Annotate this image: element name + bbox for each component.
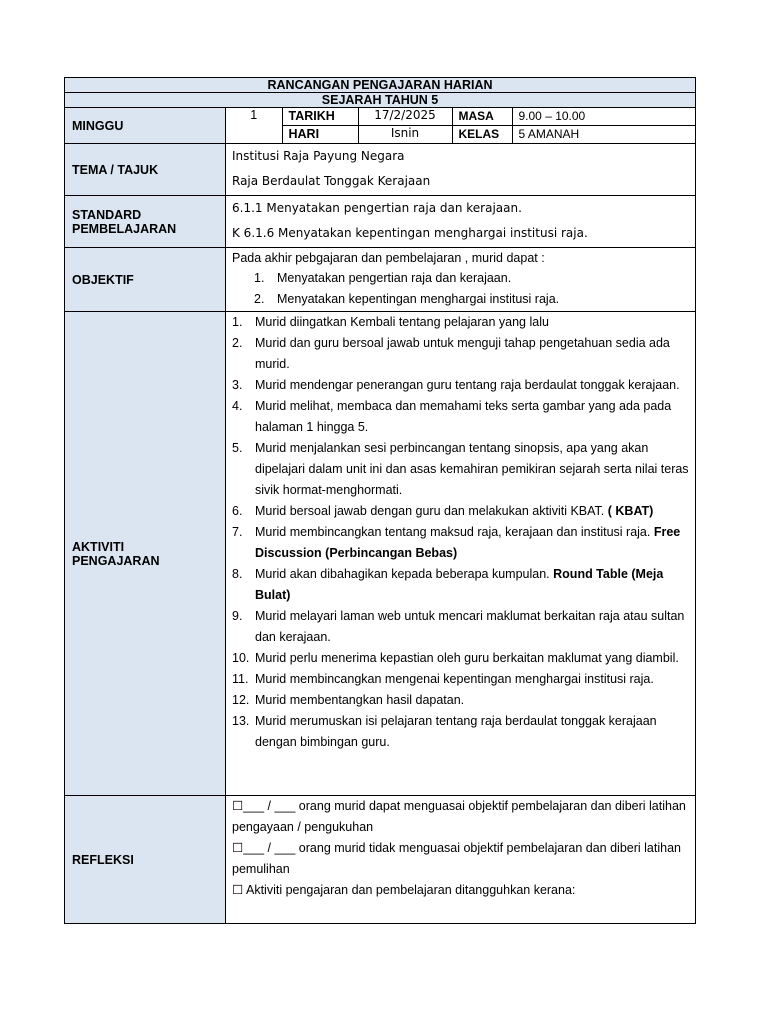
list-item-text — [255, 564, 689, 606]
list-item — [232, 501, 689, 522]
list-item — [232, 564, 689, 606]
list-item — [232, 711, 689, 753]
lesson-plan-table — [64, 77, 696, 924]
list-item-number: 1. — [254, 271, 265, 285]
standard-label-line-2: PEMBELAJARAN — [72, 221, 177, 236]
list-item-number: 4. — [232, 399, 243, 413]
list-item — [232, 333, 689, 375]
list-item-body: Murid membincangkan tentang maksud raja, kerajaan dan institusi raja. — [255, 525, 654, 539]
list-item-body: Murid membincangkan mengenai kepentingan menghargai institusi raja. — [255, 672, 654, 686]
info-row — [65, 108, 696, 144]
minggu-label: MINGGU — [65, 108, 226, 144]
list-item-text — [255, 522, 689, 564]
list-item — [232, 606, 689, 648]
list-item-method: Round Table (Meja Bulat) — [255, 567, 664, 602]
objektif-content — [226, 248, 696, 312]
list-item-number: 2. — [254, 292, 265, 306]
list-item-text — [255, 711, 689, 753]
refleksi-line-1: ☐___ / ___ orang murid dapat menguasai objektif pembelajaran dan diberi latihan pengayaan / pengukuhan — [232, 799, 686, 834]
list-item-text — [255, 648, 689, 669]
list-item-number: 7. — [232, 525, 243, 539]
standard-line-2: K 6.1.6 Menyatakan kepentingan menghargai institusi raja. — [232, 226, 588, 240]
aktiviti-label — [65, 312, 226, 796]
info-cell — [226, 108, 696, 144]
list-item-number: 3. — [232, 378, 243, 392]
tema-content — [226, 144, 696, 196]
list-item-number: 6. — [232, 504, 243, 518]
objektif-list — [232, 268, 689, 310]
list-item-body: Menyatakan kepentingan menghargai institusi raja. — [277, 292, 560, 306]
masa-label: MASA — [452, 108, 512, 126]
list-item-number: 10. — [232, 651, 250, 665]
list-item-text — [255, 669, 689, 690]
standard-label-line-1: STANDARD — [72, 207, 142, 222]
standard-content — [226, 196, 696, 248]
objektif-label: OBJEKTIF — [65, 248, 226, 312]
list-item — [232, 690, 689, 711]
list-item — [232, 268, 689, 289]
aktiviti-row — [65, 312, 696, 796]
list-item-body: Murid dan guru bersoal jawab untuk menguji tahap pengetahuan sedia ada murid. — [255, 336, 670, 371]
tarikh-value: 17/2/2025 — [358, 108, 452, 126]
list-item — [232, 375, 689, 396]
document-subtitle: SEJARAH TAHUN 5 — [65, 93, 696, 108]
subtitle-row — [65, 93, 696, 108]
list-item — [232, 396, 689, 438]
list-item-number: 13. — [232, 714, 250, 728]
list-item-body: Murid bersoal jawab dengan guru dan melakukan aktiviti KBAT. — [255, 504, 608, 518]
hari-value: Isnin — [358, 126, 452, 144]
list-item-text — [255, 396, 689, 438]
hari-label: HARI — [282, 126, 358, 144]
refleksi-line-2: ☐___ / ___ orang murid tidak menguasai objektif pembelajaran dan diberi latihan pemulihan — [232, 841, 681, 876]
kelas-label: KELAS — [452, 126, 512, 144]
refleksi-label: REFLEKSI — [65, 796, 226, 924]
tema-line-1: Institusi Raja Payung Negara — [232, 149, 405, 163]
list-item-body: Murid melihat, membaca dan memahami teks serta gambar yang ada pada halaman 1 hingga 5. — [255, 399, 672, 434]
list-item-number: 12. — [232, 693, 250, 707]
standard-row — [65, 196, 696, 248]
list-item-number: 2. — [232, 336, 243, 350]
aktiviti-label-line-1: AKTIVITI — [72, 539, 125, 554]
list-item-body: Murid perlu menerima kepastian oleh guru berkaitan maklumat yang diambil. — [255, 651, 679, 665]
list-item-body: Murid melayari laman web untuk mencari maklumat berkaitan raja atau sultan dan kerajaan. — [255, 609, 685, 644]
list-item-text — [255, 690, 689, 711]
objektif-row — [65, 248, 696, 312]
list-item-number: 9. — [232, 609, 243, 623]
refleksi-line-3: ☐ Aktiviti pengajaran dan pembelajaran ditangguhkan kerana: — [232, 883, 576, 897]
list-item-text — [255, 375, 689, 396]
list-item-text — [255, 312, 689, 333]
list-item-text — [277, 289, 689, 310]
list-item — [232, 648, 689, 669]
title-row — [65, 78, 696, 93]
list-item — [232, 438, 689, 501]
list-item — [232, 289, 689, 310]
list-item-body: Murid merumuskan isi pelajaran tentang raja berdaulat tonggak kerajaan dengan bimbingan guru. — [255, 714, 657, 749]
list-item-body: Murid akan dibahagikan kepada beberapa kumpulan. — [255, 567, 554, 581]
standard-label — [65, 196, 226, 248]
info-grid — [226, 108, 696, 143]
aktiviti-list — [232, 312, 689, 753]
list-item-number: 8. — [232, 567, 243, 581]
list-item-body: Murid membentangkan hasil dapatan. — [255, 693, 465, 707]
standard-line-1: 6.1.1 Menyatakan pengertian raja dan kerajaan. — [232, 201, 522, 215]
objektif-intro: Pada akhir pebgajaran dan pembelajaran , murid dapat : — [232, 251, 545, 265]
list-item — [232, 669, 689, 690]
list-item-text — [255, 333, 689, 375]
list-item-text — [255, 606, 689, 648]
tema-label: TEMA / TAJUK — [65, 144, 226, 196]
list-item-body: Menyatakan pengertian raja dan kerajaan. — [277, 271, 512, 285]
list-item — [232, 312, 689, 333]
aktiviti-label-line-2: PENGAJARAN — [72, 553, 160, 568]
tema-line-2: Raja Berdaulat Tonggak Kerajaan — [232, 174, 431, 188]
list-item-body: Murid menjalankan sesi perbincangan tentang sinopsis, apa yang akan dipelajari dalam unit ini dan asas kemahiran pemikiran sejarah serta nilai teras sivik hormat-menghormati. — [255, 441, 689, 497]
list-item-text — [277, 268, 689, 289]
tema-row — [65, 144, 696, 196]
list-item-number: 1. — [232, 315, 243, 329]
refleksi-row — [65, 796, 696, 924]
tarikh-label: TARIKH — [282, 108, 358, 126]
document-title: RANCANGAN PENGAJARAN HARIAN — [65, 78, 696, 93]
list-item-method: Free Discussion (Perbincangan Bebas) — [255, 525, 681, 560]
aktiviti-content — [226, 312, 696, 796]
list-item-method: ( KBAT) — [607, 504, 654, 518]
list-item-text — [255, 438, 689, 501]
list-item-number: 5. — [232, 441, 243, 455]
kelas-value: 5 AMANAH — [512, 126, 696, 144]
list-item-body: Murid mendengar penerangan guru tentang raja berdaulat tonggak kerajaan. — [255, 378, 680, 392]
list-item-number: 11. — [232, 672, 249, 686]
list-item-text — [255, 501, 689, 522]
refleksi-content — [226, 796, 696, 924]
masa-value: 9.00 – 10.00 — [512, 108, 696, 126]
list-item — [232, 522, 689, 564]
list-item-body: Murid diingatkan Kembali tentang pelajaran yang lalu — [255, 315, 549, 329]
minggu-value: 1 — [226, 108, 282, 143]
